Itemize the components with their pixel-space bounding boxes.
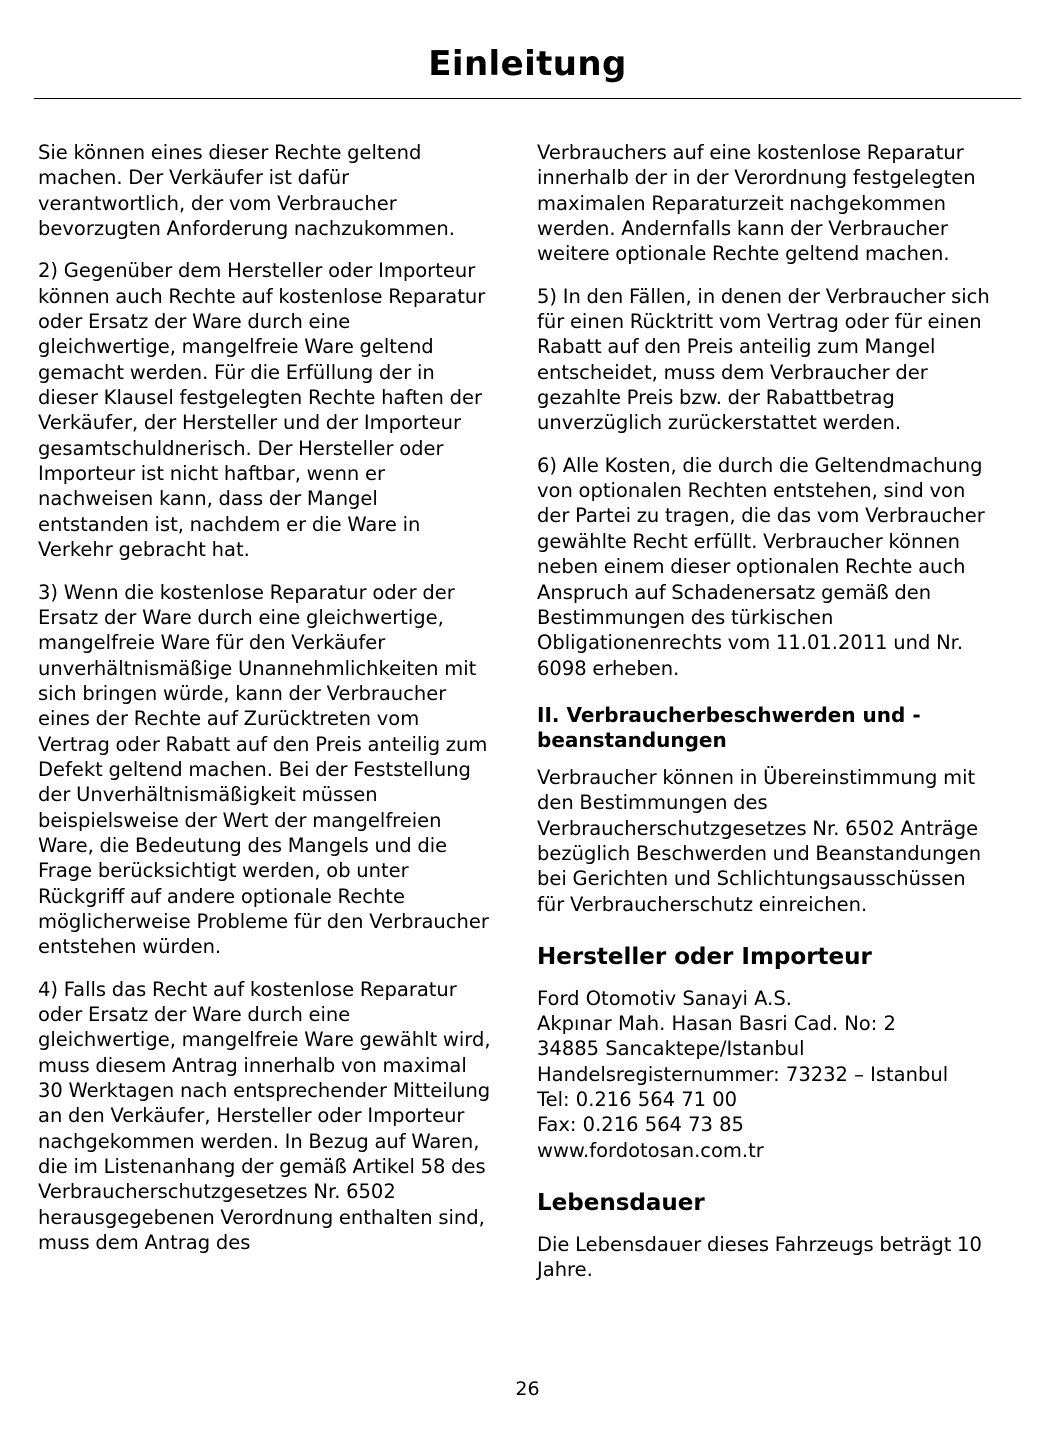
body-columns bbox=[38, 140, 1017, 1283]
page-title: Einleitung bbox=[428, 44, 627, 84]
page-header bbox=[0, 0, 1055, 84]
manufacturer-address bbox=[537, 986, 992, 1163]
paragraph: Sie können eines dieser Rechte geltend machen. Der Verkäufer ist dafür verantwortlich, der vom Verbraucher bevorzugten Anforderung nachzukommen. bbox=[38, 141, 455, 241]
right-column bbox=[537, 140, 992, 1283]
paragraph: Die Lebensdauer dieses Fahrzeugs beträgt 10 Jahre. bbox=[537, 1232, 982, 1282]
paragraph: 2) Gegenüber dem Hersteller oder Importeur können auch Rechte auf kostenlose Reparatur oder Ersatz der Ware durch eine gleichwertige, mangelfreie Ware geltend gemacht werden. Für die Erfüllung der in dieser Klausel festgelegten Rechte haften der Verkäufer, der Hersteller und der Importeur gesamtschuldnerisch. Der Hersteller oder Importeur ist nicht haftbar, wenn er nachweisen kann, dass der Mangel entstanden ist, nachdem er die Ware in Verkehr gebracht hat. bbox=[38, 259, 486, 562]
paragraph: 3) Wenn die kostenlose Reparatur oder der Ersatz der Ware durch eine gleichwertige, mangelfreie Ware für den Verkäufer unverhältnismäßige Unannehmlichkeiten mit sich bringen würde, kann der Verbraucher eines der Rechte auf Zurücktreten vom Vertrag oder Rabatt auf den Preis anteilig zum Defekt geltend machen. Bei der Feststellung der Unverhältnismäßigkeit müssen beispielsweise der Wert der mangelfreien Ware, die Bedeutung des Mangels und die Frage berücksichtigt werden, ob unter Rückgriff auf andere optionale Rechte möglicherweise Probleme für den Verbraucher entstehen würden. bbox=[38, 580, 489, 959]
page-number: 26 bbox=[515, 1378, 540, 1400]
address-line-website: www.fordotosan.com.tr bbox=[537, 1138, 764, 1162]
paragraph: 5) In den Fällen, in denen der Verbraucher sich für einen Rücktritt vom Vertrag oder für einen Rabatt auf den Preis anteilig zum Mangel entscheidet, muss dem Verbraucher der gezahlte Preis bzw. der Rabattbetrag unverzüglich zurückerstattet werden. bbox=[537, 284, 990, 435]
section-heading-manufacturer: Hersteller oder Importeur bbox=[537, 943, 872, 970]
header-divider bbox=[34, 98, 1021, 99]
address-line-phone: Tel: 0.216 564 71 00 bbox=[537, 1088, 738, 1112]
paragraph: Verbraucher können in Übereinstimmung mit den Bestimmungen des Verbraucherschutzgesetzes Nr. 6502 Anträge bezüglich Beschwerden und Beanstandungen bei Gerichten und Schlichtungsausschüssen für Verbraucherschutz einreichen. bbox=[537, 765, 982, 916]
left-column bbox=[38, 140, 493, 1283]
address-line: 34885 Sancaktepe/Istanbul bbox=[537, 1037, 805, 1061]
address-line-fax: Fax: 0.216 564 73 85 bbox=[537, 1113, 744, 1137]
paragraph: 6) Alle Kosten, die durch die Geltendmachung von optionalen Rechten entstehen, sind von der Partei zu tragen, die das vom Verbraucher gewählte Recht erfüllt. Verbraucher können neben einem dieser optionalen Rechte auch Anspruch auf Schadenersatz gemäß den Bestimmungen des türkischen Obligationenrechts vom 11.01.2011 und Nr. 6098 erheben. bbox=[537, 453, 985, 680]
section-heading-lifetime: Lebensdauer bbox=[537, 1190, 705, 1217]
address-line: Akpınar Mah. Hasan Basri Cad. No: 2 bbox=[537, 1012, 896, 1036]
paragraph: 4) Falls das Recht auf kostenlose Reparatur oder Ersatz der Ware durch eine gleichwertige, mangelfreie Ware gewählt wird, muss diesem Antrag innerhalb von maximal 30 Werktagen nach entsprechender Mitteilung an den Verkäufer, Hersteller oder Importeur nachgekommen werden. In Bezug auf Waren, die im Listenanhang der gemäß Artikel 58 des Verbraucherschutzgesetzes Nr. 6502 herausgegebenen Verordnung enthalten sind, muss dem Antrag des bbox=[38, 977, 491, 1255]
address-line: Ford Otomotiv Sanayi A.S. bbox=[537, 986, 792, 1010]
address-line: Handelsregisternummer: 73232 – Istanbul bbox=[537, 1062, 949, 1086]
section-heading-consumer-complaints: II. Verbraucherbeschwerden und -beanstandungen bbox=[537, 702, 921, 752]
paragraph: Verbrauchers auf eine kostenlose Reparatur innerhalb der in der Verordnung festgelegten maximalen Reparaturzeit nachgekommen werden. Andernfalls kann der Verbraucher weitere optionale Rechte geltend machen. bbox=[537, 141, 976, 266]
